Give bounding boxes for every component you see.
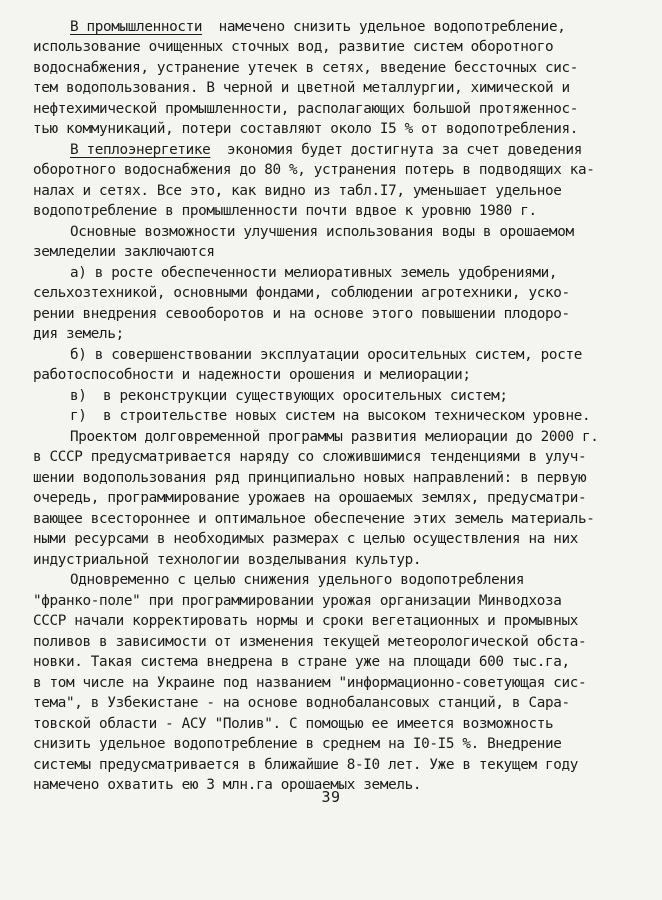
text-line (33, 447, 586, 467)
text-line (33, 529, 578, 549)
text-line (33, 37, 553, 57)
text-line (33, 632, 586, 652)
line-text: использование очищенных сточных вод, развитие систем оборотного (33, 39, 554, 55)
text-line (33, 242, 215, 262)
line-text: намечено охватить ею 3 млн.га орошаемых земель. (33, 777, 422, 793)
line-text-continued: экономия будет достигнута за счет доведения (210, 142, 582, 158)
line-text: водопотребление в промышленности почти вдвое к уровню 1980 г. (33, 203, 537, 219)
text-line (33, 611, 578, 631)
line-text: рении внедрения севооборотов и на основе этого повышении плодоро- (33, 306, 570, 322)
page-number: 39 (321, 788, 341, 806)
line-text: "франко-поле" при программировании урожая организации Минводхоза (33, 593, 562, 609)
line-text: в) в реконструкции существующих оросительных систем; (70, 388, 508, 404)
text-line (33, 160, 595, 180)
text-line (33, 673, 586, 693)
line-text: а) в росте обеспеченности мелиоративных земель удобрениями, (70, 265, 558, 281)
text-line (33, 488, 586, 508)
text-line (33, 119, 578, 139)
text-line (33, 58, 578, 78)
line-text: г) в строительстве новых систем на высоком техническом уровне. (70, 408, 591, 424)
text-line (33, 468, 586, 488)
text-line (70, 222, 574, 242)
text-line (70, 386, 508, 406)
line-text: Основные возможности улучшения использования воды в орошаемом (70, 224, 574, 240)
text-line (70, 406, 590, 426)
line-text: оборотного водоснабжения до 80 %, устранения потерь в подводящих ка- (33, 162, 595, 178)
text-line (70, 570, 524, 590)
underlined-heading: В теплоэнергетике (70, 142, 211, 158)
line-text: тема", в Узбекистане - на основе воднобалансовых станций, в Сара- (33, 695, 570, 711)
text-line (33, 201, 537, 221)
text-line (33, 99, 578, 119)
text-line (33, 181, 561, 201)
text-line (70, 140, 582, 160)
line-text: водоснабжения, устранение утечек в сетях, введение бессточных сис- (33, 60, 578, 76)
line-text: тью коммуникаций, потери составляют около I5 % от водопотребления. (33, 121, 578, 137)
text-line (33, 734, 561, 754)
line-text: новки. Такая система внедрена в стране уже на площади 600 тыс.га, (33, 654, 570, 670)
line-text: земледелии заключаются (33, 244, 215, 260)
line-text: в том числе на Украине под названием "информационно-советующая сис- (33, 675, 587, 691)
text-line (33, 755, 578, 775)
text-line (33, 652, 570, 672)
text-line (33, 550, 421, 570)
text-line (70, 263, 557, 283)
line-text: Проектом долговременной программы развития мелиорации до 2000 г. (70, 429, 599, 445)
line-text: дия земель; (33, 326, 124, 342)
text-line (33, 365, 471, 385)
underlined-heading: В промышленности (70, 19, 203, 35)
text-line (33, 591, 561, 611)
line-text: налах и сетях. Все это, как видно из табл.I7, уменьшает удельное (33, 183, 562, 199)
text-line (33, 304, 570, 324)
text-line (33, 78, 570, 98)
line-text: вающее всестороннее и оптимальное обеспечение этих земель материаль- (33, 511, 595, 527)
text-line (70, 17, 565, 37)
text-line (33, 693, 570, 713)
line-text: Одновременно с целью снижения удельного водопотребления (70, 572, 525, 588)
text-line (70, 345, 582, 365)
text-line (33, 509, 595, 529)
text-line (33, 283, 570, 303)
line-text-continued: намечено снизить удельное водопотребление, (202, 19, 566, 35)
text-line (33, 714, 553, 734)
text-line (70, 427, 598, 447)
line-text: работоспособности и надежности орошения и мелиорации; (33, 367, 471, 383)
line-text: ными ресурсами в необходимых размерах с целью осуществления на них (33, 531, 578, 547)
line-text: товской области - АСУ "Полив". С помощью ее имеется возможность (33, 716, 554, 732)
text-line (33, 324, 124, 344)
line-text: нефтехимической промышленности, располагающих большой протяженнос- (33, 101, 578, 117)
line-text: снизить удельное водопотребление в среднем на I0-I5 %. Внедрение (33, 736, 562, 752)
line-text: поливов в зависимости от изменения текущей метеорологической обста- (33, 634, 587, 650)
line-text: в СССР предусматривается наряду со сложившимися тенденциями в улуч- (33, 449, 587, 465)
line-text: очередь, программирование урожаев на орошаемых землях, предусматри- (33, 490, 587, 506)
line-text: б) в совершенствовании эксплуатации оросительных систем, росте (70, 347, 582, 363)
line-text: системы предусматривается в ближайшие 8-I0 лет. Уже в текущем году (33, 757, 578, 773)
line-text: сельхозтехникой, основными фондами, соблюдении агротехники, уско- (33, 285, 570, 301)
line-text: СССР начали корректировать нормы и сроки вегетационных и промывных (33, 613, 578, 629)
line-text: шении водопользования ряд принципиально новых направлений: в первую (33, 470, 587, 486)
line-text: тем водопользования. В черной и цветной металлургии, химической и (33, 80, 570, 96)
line-text: индустриальной технологии возделывания культур. (33, 552, 422, 568)
